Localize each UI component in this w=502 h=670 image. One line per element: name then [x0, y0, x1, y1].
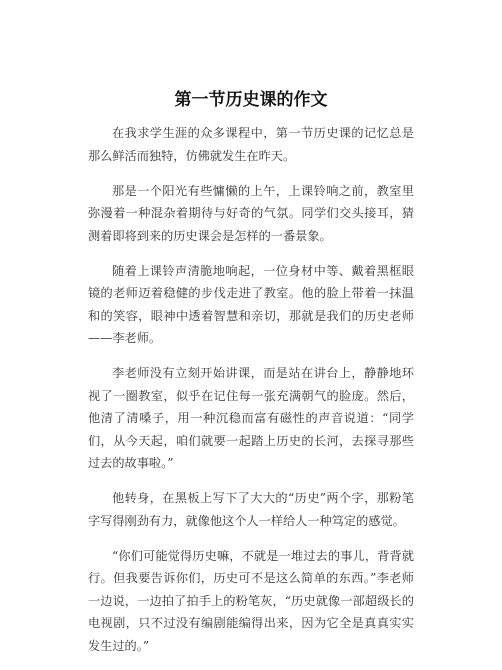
paragraph-1: 在我求学生涯的众多课程中，第一节历史课的记忆总是那么鲜活而独特，仿佛就发生在昨天。 [88, 126, 414, 163]
paragraph-3: 随着上课铃声清脆地响起，一位身材中等、戴着黑框眼镜的老师迈着稳健的步伐走进了教室。他的脸上带着一抹温和的笑容，眼神中透着智慧和亲切，那就是我们的历史老师——李老师。 [88, 263, 414, 345]
paragraph-5: 他转身，在黑板上写下了大大的“历史”两个字，那粉笔字写得刚劲有力，就像他这个人一样给人一种笃定的感觉。 [88, 491, 414, 528]
paragraph-4: 李老师没有立刻开始讲课，而是站在讲台上，静静地环视了一圈教室，似乎在记住每一张充满朝气的脸庞。然后，他清了清嗓子，用一种沉稳而富有磁性的声音说道：“同学们，从今天起，咱们就要一起踏上历史的长河，去探寻那些过去的故事啦。” [88, 366, 414, 470]
paragraph-6: “你们可能觉得历史嘛，不就是一堆过去的事儿，背背就行。但我要告诉你们，历史可不是这么简单的东西。”李老师一边说，一边拍了拍手上的粉笔灰，“历史就像一部超级长的电视剧，只不过没有编剧能编得出来，因为它全是真真实实发生过的。” [88, 548, 414, 653]
document-body [88, 122, 414, 670]
document-title: 第一节历史课的作文 [174, 90, 328, 110]
paragraph-2: 那是一个阳光有些慵懒的上午，上课铃响之前，教室里弥漫着一种混杂着期待与好奇的气氛。同学们交头接耳，猜测着即将到来的历史课会是怎样的一番景象。 [88, 183, 414, 243]
